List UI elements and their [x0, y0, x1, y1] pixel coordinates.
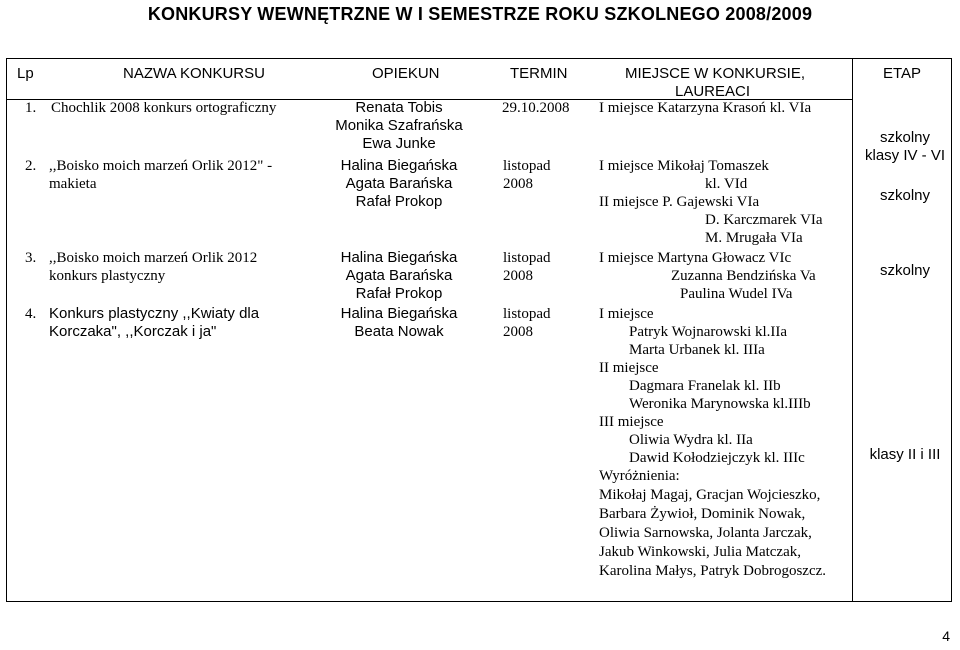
result-line: Oliwia Wydra kl. IIa	[629, 432, 753, 448]
result-line: kl. VId	[705, 176, 748, 192]
teacher-name: Rafał Prokop	[355, 193, 443, 210]
teacher-name: Beata Nowak	[354, 323, 444, 340]
result-line: I miejsce	[599, 306, 654, 322]
teacher-name: Halina Biegańska	[340, 157, 458, 174]
result-line: Paulina Wudel IVa	[680, 286, 793, 302]
contest-date: 2008	[503, 268, 533, 284]
contest-table	[6, 58, 952, 602]
contest-name: konkurs plastyczny	[49, 268, 166, 284]
contest-date: listopad	[503, 306, 551, 322]
page-number: 4	[942, 628, 950, 644]
result-line: D. Karczmarek VIa	[705, 212, 823, 228]
stage-label: szkolny	[879, 187, 931, 204]
result-line: Zuzanna Bendzińska Va	[671, 268, 816, 284]
result-line: I miejsce Mikołaj Tomaszek	[599, 158, 769, 174]
result-line: II miejsce P. Gajewski VIa	[599, 194, 760, 210]
contest-date: 29.10.2008	[502, 100, 570, 116]
stage-label: klasy IV - VI	[864, 147, 946, 164]
result-line: Patryk Wojnarowski kl.IIa	[629, 324, 788, 340]
teacher-name: Halina Biegańska	[340, 305, 458, 322]
row-number: 3.	[25, 250, 37, 266]
teacher-name: Agata Barańska	[345, 267, 453, 284]
result-line: II miejsce	[599, 360, 659, 376]
contest-date: listopad	[503, 250, 551, 266]
result-line: Weronika Marynowska kl.IIIb	[629, 396, 811, 412]
result-line: Barbara Żywioł, Dominik Nowak,	[599, 506, 806, 522]
row-number: 1.	[25, 100, 37, 116]
stage-label: szkolny	[879, 262, 931, 279]
contest-date: listopad	[503, 158, 551, 174]
contest-name: Chochlik 2008 konkurs ortograficzny	[51, 100, 277, 116]
row-number: 4.	[25, 306, 37, 322]
header-lp: Lp	[17, 65, 34, 82]
result-line: Jakub Winkowski, Julia Matczak,	[599, 544, 802, 560]
contest-name: ,,Boisko moich marzeń Orlik 2012	[49, 250, 258, 266]
contest-name: makieta	[49, 176, 97, 192]
contest-name: ,,Boisko moich marzeń Orlik 2012" -	[49, 158, 273, 174]
result-line: Dagmara Franelak kl. IIb	[629, 378, 781, 394]
column-divider	[852, 59, 853, 601]
contest-name: Korczaka", ,,Korczak i ja"	[49, 323, 217, 340]
header-stage: ETAP	[883, 65, 922, 82]
teacher-name: Renata Tobis	[355, 99, 443, 116]
teacher-name: Rafał Prokop	[355, 285, 443, 302]
teacher-name: Halina Biegańska	[340, 249, 458, 266]
contest-date: 2008	[503, 176, 533, 192]
header-place-line1: MIEJSCE W KONKURSIE,	[625, 65, 806, 82]
contest-name: Konkurs plastyczny ,,Kwiaty dla	[49, 305, 260, 322]
result-line: I miejsce Katarzyna Krasoń kl. VIa	[599, 100, 812, 116]
teacher-name: Monika Szafrańska	[335, 117, 463, 134]
result-line: III miejsce	[599, 414, 664, 430]
teacher-name: Agata Barańska	[345, 175, 453, 192]
contest-date: 2008	[503, 324, 533, 340]
teacher-name: Ewa Junke	[362, 135, 436, 152]
header-teacher: OPIEKUN	[372, 65, 440, 82]
row-number: 2.	[25, 158, 37, 174]
stage-label: szkolny	[879, 129, 931, 146]
page-title: KONKURSY WEWNĘTRZNE W I SEMESTRZE ROKU SZKOLNEGO 2008/2009	[147, 4, 813, 24]
header-place-line2: LAUREACI	[675, 83, 751, 100]
result-line: M. Mrugała VIa	[705, 230, 803, 246]
stage-label: klasy II i III	[869, 446, 941, 463]
result-line: Mikołaj Magaj, Gracjan Wojcieszko,	[599, 487, 821, 503]
result-line: I miejsce Martyna Głowacz VIc	[599, 250, 792, 266]
header-name: NAZWA KONKURSU	[123, 65, 265, 82]
result-line: Karolina Małys, Patryk Dobrogoszcz.	[599, 563, 827, 579]
result-line: Dawid Kołodziejczyk kl. IIIc	[629, 450, 805, 466]
header-date: TERMIN	[510, 65, 568, 82]
result-line: Marta Urbanek kl. IIIa	[629, 342, 765, 358]
result-line: Wyróżnienia:	[599, 468, 680, 484]
result-line: Oliwia Sarnowska, Jolanta Jarczak,	[599, 525, 812, 541]
